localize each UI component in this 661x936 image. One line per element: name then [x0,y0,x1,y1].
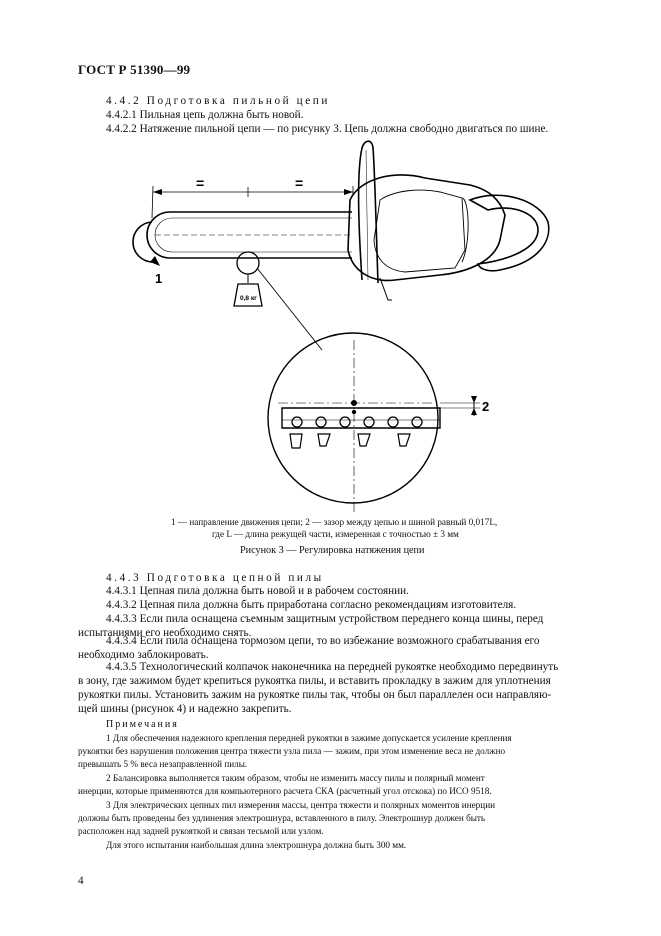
note-1-line2: рукоятки без нарушения положения центра тяжести узла пила — зажим, при этом изменение веса не должно [78,746,506,756]
note-1-line3: превышать 5 % веса незаправленной пилы. [78,759,248,769]
section-442-heading: 4.4.2 Подготовка пильной цепи [106,95,330,107]
para-4435-line1: 4.4.3.5 Технологический колпачок наконечника на передней рукоятке необходимо передвинуть [106,661,559,673]
para-4421: 4.4.2.1 Пильная цепь должна быть новой. [106,109,304,121]
note-1-line1: 1 Для обеспечения надежного крепления передней рукоятки в зажиме допускается усиление крепления [106,733,512,743]
figure-legend-line2: где L — длина режущей части, измеренная с точностью ± 3 мм [212,529,459,539]
para-4433-line1: 4.4.3.3 Если пила оснащена съемным защитным устройством переднего конца шины, перед [106,613,544,625]
weight-label: 0,8 кг [240,295,257,302]
note-3-line1: 3 Для электрических цепных пил измерения массы, центра тяжести и полярных моментов инерции [106,800,496,810]
para-4422: 4.4.2.2 Натяжение пильной цепи — по рисунку 3. Цепь должна свободно двигаться по шине. [106,123,549,135]
para-4435-line3: рукоятки пилы. Установить зажим на рукоятке пилы так, чтобы он был параллелен оси направляю- [78,689,552,701]
note-3-line2: должны быть проведены без удлинения электрошнура, вставленного в пилу. Электрошнур должен быть [78,813,486,823]
para-4434-line1: 4.4.3.4 Если пила оснащена тормозом цепи, то во избежание возможного срабатывания его [106,635,540,647]
figure-legend-line1: 1 — направление движения цепи; 2 — зазор между цепью и шиной равный 0,017L, [171,517,498,527]
chain-tension-figure [130,136,580,516]
note-2-line2: инерции, которые применяются для компьютерного расчета СКА (расчетный угол отскока) по ИСО 9518. [78,786,492,796]
page-number: 4 [78,875,84,887]
note-2-line1: 2 Балансировка выполняется таким образом, чтобы не изменить массу пилы и полярный момент [106,773,485,783]
figure-caption: Рисунок 3 — Регулировка натяжения цепи [240,545,425,556]
standard-header: ГОСТ Р 51390—99 [78,62,191,77]
para-4433-line2: испытаниями его необходимо снять. [78,627,252,639]
para-4435-line2: в зону, где зажимом будет крепиться рукоятка пилы, и вставить прокладку в зажим для уплотнения [78,675,551,687]
para-4432: 4.4.3.2 Цепная пила должна быть приработана согласно рекомендациям изготовителя. [106,599,517,611]
equal-mark-left: = [196,175,205,191]
callout-1: 1 [155,271,163,286]
para-4431: 4.4.3.1 Цепная пила должна быть новой и в рабочем состоянии. [106,585,409,597]
note-3-line3: расположен над задней рукояткой и связан тесьмой или узлом. [78,826,324,836]
equal-mark-right: = [295,175,304,191]
note-4: Для этого испытания наибольшая длина электрошнура должна быть 300 мм. [106,840,407,850]
para-4434-line2: необходимо заблокировать. [78,649,209,661]
callout-2: 2 [482,399,490,414]
notes-heading: Примечания [106,719,179,730]
para-4435-line4: щей шины (рисунок 4) и надежно закрепить. [78,703,292,715]
section-443-heading: 4.4.3 Подготовка цепной пилы [106,572,324,584]
